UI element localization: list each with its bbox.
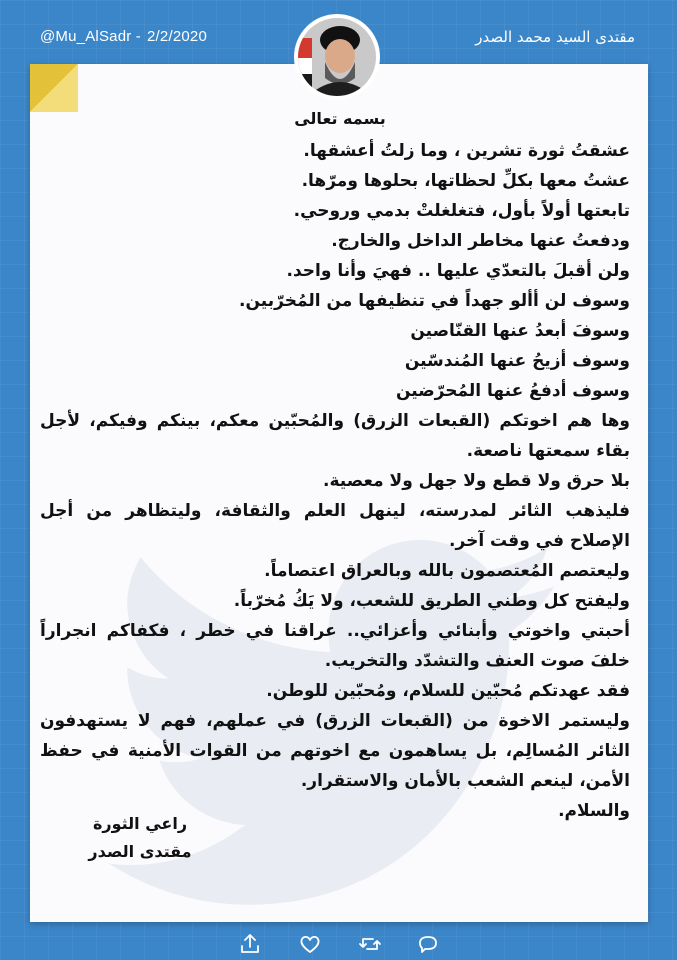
twitter-handle[interactable]: @Mu_AlSadr -	[40, 28, 141, 45]
heart-icon[interactable]	[298, 932, 322, 956]
letter-line: وليستمر الاخوة من (القبعات الزرق) في عملهم، فهم لا يستهدفون الثائر المُسالِم، بل يساهمون مع اخوتهم من القوات الأمنية في حفظ الأمن، لينعم الشعب بالأمان والاستقرار.	[40, 711, 630, 791]
letter-body	[40, 104, 640, 826]
tweet-handle-date	[40, 28, 213, 45]
reply-icon[interactable]	[416, 932, 440, 956]
letter-line: وسوف لن أألو جهداً في تنظيفها من المُخرّبين.	[239, 291, 630, 311]
letter-line: أحبتي واخوتي وأبنائي وأعزائي.. عراقنا في خطر ، فكفاكم انجراراً خلفَ صوت العنف والتشدّد والتخريب.	[40, 621, 630, 671]
share-icon[interactable]	[238, 932, 262, 956]
avatar[interactable]	[294, 14, 380, 100]
signature-role: راعي الثورة	[92, 814, 188, 833]
letter-line: وسوف أدفعُ عنها المُحرّضين	[396, 381, 630, 401]
letter-title: بسمه تعالى	[294, 109, 386, 128]
letter-line: عشتُ معها بكلِّ لحظاتها، بحلوها ومرّها.	[301, 171, 630, 191]
letter-line: ولن أقبلَ بالتعدّي عليها .. فهيَ وأنا واحد.	[286, 261, 630, 281]
signature-name: مقتدى الصدر	[88, 842, 192, 861]
letter-line: وليعتصم المُعتصمون بالله وبالعراق اعتصاماً.	[264, 561, 630, 581]
letter-line: عشقتُ ثورة تشرين ، وما زلتُ أعشقها.	[303, 141, 630, 161]
letter-line: وسوفَ أبعدُ عنها القنّاصين	[410, 321, 630, 341]
letter-line: ودفعتُ عنها مخاطر الداخل والخارج.	[331, 231, 630, 251]
letter-line: وها هم اخوتكم (القبعات الزرق) والمُحبّين معكم، بينكم وفيكم، لأجل بقاء سمعتها ناصعة.	[40, 411, 630, 461]
retweet-icon[interactable]	[358, 932, 382, 956]
letter-line: تابعتها أولاً بأول، فتغلغلتْ بدمي وروحي.	[293, 201, 630, 221]
letter-line: وليفتح كل وطني الطريق للشعب، ولا يَكُ مُخرّباً.	[233, 591, 630, 611]
tweet-actions	[0, 928, 677, 960]
tweet-date: 2/2/2020	[147, 28, 207, 45]
letter-line: فليذهب الثائر لمدرسته، لينهل العلم والثقافة، وليتظاهر من أجل الإصلاح في وقت آخر.	[40, 501, 630, 551]
account-name[interactable]: مقتدى السيد محمد الصدر	[475, 28, 635, 46]
letter-line: فقد عهدتكم مُحبّين للسلام، ومُحبّين للوطن.	[266, 681, 630, 701]
letter-line: وسوف أزيحُ عنها المُندسّين	[404, 351, 630, 371]
signature	[80, 810, 200, 866]
letter-line: والسلام.	[558, 801, 630, 821]
letter-line: بلا حرق ولا قطع ولا جهل ولا معصية.	[323, 471, 630, 491]
